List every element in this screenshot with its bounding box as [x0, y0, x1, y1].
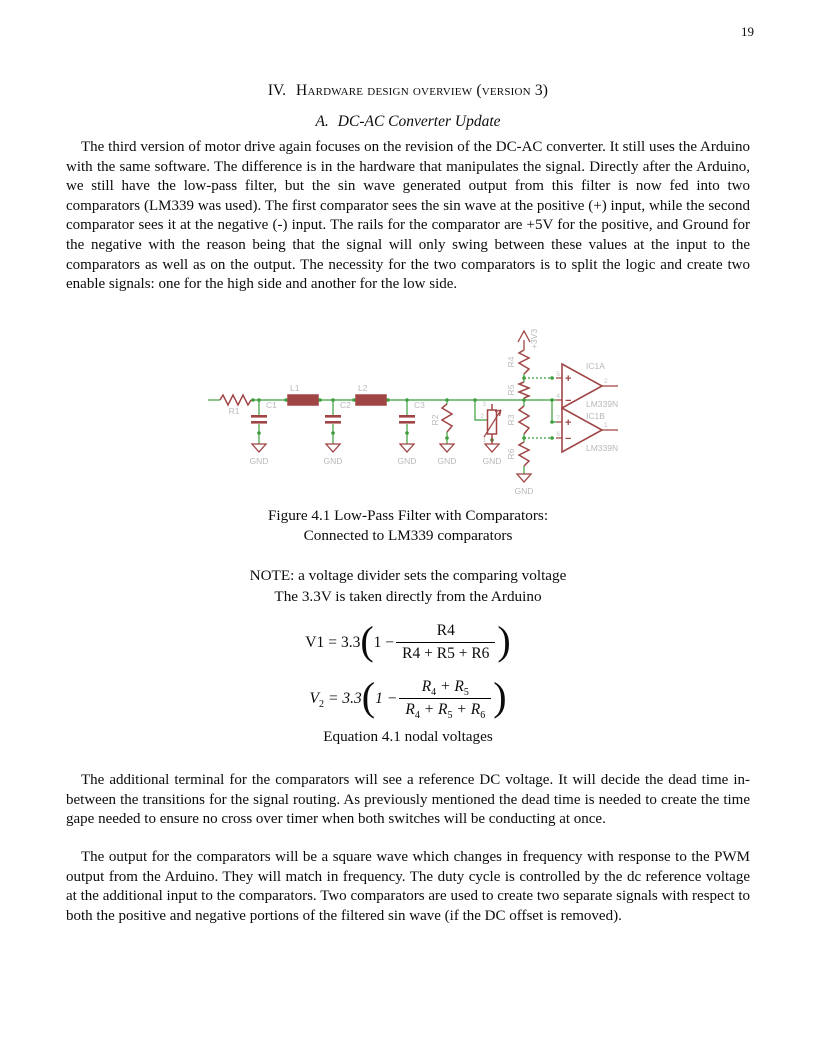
pin-ic1a-plus: 5	[556, 371, 560, 378]
figure-note-line2: The 3.3V is taken directly from the Arduino	[274, 587, 542, 605]
capacitor-c1	[251, 415, 267, 424]
inductor-l1	[288, 395, 318, 405]
resistor-r2	[442, 404, 452, 432]
label-gnd: GND	[323, 456, 343, 466]
eq1-rel: =	[328, 633, 337, 651]
pin-pot-1: 1	[482, 437, 486, 444]
section-number: IV.	[267, 82, 287, 99]
gnd-icon	[517, 474, 531, 482]
label-r3: R3	[506, 414, 516, 426]
capacitor-c2	[325, 415, 341, 424]
pin-ic1a-out: 2	[604, 378, 608, 385]
label-supply-3v3: +3V3	[529, 328, 539, 350]
resistor-r3	[519, 406, 529, 434]
pin-ic1a-minus: 4	[556, 393, 560, 400]
label-ic1b: IC1B	[586, 411, 605, 421]
eq1-numerator: R4	[436, 622, 455, 639]
label-gnd: GND	[514, 486, 534, 496]
label-r2: R2	[430, 414, 440, 426]
pin-ic1b-minus: 6	[556, 431, 560, 438]
ic1b-minus-marker: −	[565, 433, 572, 445]
ic1b-plus-marker: +	[565, 417, 572, 429]
eq1-minus: −	[385, 633, 395, 651]
resistor-r6	[519, 442, 529, 466]
resistor-r1	[220, 395, 251, 405]
label-l1: L1	[290, 383, 300, 393]
label-r5: R5	[506, 384, 516, 396]
inductor-l2	[356, 395, 386, 405]
label-c2: C2	[340, 400, 351, 410]
label-gnd: GND	[249, 456, 269, 466]
subsection-label: A.	[315, 113, 329, 130]
figure-caption	[0, 506, 816, 546]
figure-caption-line2: Connected to LM339 comparators	[303, 527, 513, 544]
gnd-icon	[326, 444, 340, 452]
ic1a-plus-marker: +	[565, 373, 572, 385]
eq2-minus: −	[386, 689, 398, 707]
pin-ic1b-plus: 7	[556, 415, 560, 422]
pin-ic1b-out: 1	[604, 422, 608, 429]
label-r4: R4	[506, 356, 516, 368]
label-lm339n: LM339N	[586, 443, 619, 453]
gnd-icon	[440, 444, 454, 452]
figure-note-line1: NOTE: a voltage divider sets the comparing voltage	[249, 567, 567, 584]
eq2-rel: =	[327, 689, 339, 707]
eq1-denominator: R4 + R5 + R6	[396, 642, 495, 663]
eq2-fraction	[399, 678, 491, 719]
body-paragraph-3: The output for the comparators will be a square wave which changes in frequency with response to the PWM output from the Arduino. They will match in frequency. The duty cycle is controlled by the dc reference voltage at the additional input to the comparators. Two comparators are used to create two separate signals with respect to both the positive and negative portions of the filtered sin wave (if the DC offset is removed).	[66, 849, 750, 924]
figure-note	[0, 566, 816, 607]
section-heading	[0, 82, 816, 100]
label-l2: L2	[358, 383, 368, 393]
body-paragraph-1: The third version of motor drive again focuses on the revision of the DC-AC converter. It still uses the Arduino with the same software. The difference is in the hardware that manipulates the signal. Directly after the Arduino, we still have the low-pass filter, but the sin wave generated output from this filter is now fed into two comparators (LM339 was used). The first comparator sees the sin wave at the positive (+) input, while the second comparator sees it at the negative (-) input. The rails for the comparator are +5V for the positive, and Ground for the negative with the reason being that the signal will only swing between these values at the input to the comparators as well as on the output. The necessity for the two comparators is to split the logic and create two enable signals: one for the high side and another for the low side.	[66, 139, 750, 293]
label-lm339n: LM339N	[586, 399, 619, 409]
pin-pot-3: 3	[482, 401, 486, 408]
figure-caption-line1: Figure 4.1 Low-Pass Filter with Comparators:	[267, 507, 549, 524]
equation-v2: $V_2$ = 3.3 ( 1 − $\frac{R_4 + R_5}{R_4 + R_5 + R_6}$ )	[309, 673, 507, 721]
gnd-icon	[252, 444, 266, 452]
eq1-one: 1	[373, 633, 382, 651]
page-number: 19	[741, 24, 754, 39]
section-title: Hardware design overview (version 3)	[296, 82, 549, 99]
eq1-fraction	[396, 622, 495, 663]
label-gnd: GND	[482, 456, 502, 466]
subsection-title: DC-AC Converter Update	[337, 113, 501, 130]
equation-v1: V1 = 3.3 ( 1 − $\frac{R4}{R4 + R5 + R6}$ )	[305, 617, 511, 663]
label-c3: C3	[414, 400, 425, 410]
ic1a-minus-marker: −	[565, 395, 572, 407]
subsection-heading	[0, 113, 816, 131]
eq2-numerator: $R_4 + R_5$	[421, 678, 469, 698]
resistor-r5	[519, 382, 529, 398]
label-r6: R6	[506, 448, 516, 460]
equation-caption: Equation 4.1 nodal voltages	[323, 728, 493, 745]
eq2-lhs: $V_2$	[309, 689, 324, 710]
label-ic1a: IC1A	[586, 361, 605, 371]
gnd-icon	[485, 444, 499, 452]
lowpass-filter-comparator-schematic	[195, 318, 640, 508]
eq2-denominator: $R_4 + R_5 + R_6$	[399, 698, 491, 719]
resistor-r4	[519, 350, 529, 374]
capacitor-c3	[399, 415, 415, 424]
eq2-one: 1	[375, 689, 383, 707]
potentiometer	[484, 404, 501, 444]
label-gnd: GND	[397, 456, 417, 466]
eq1-coef: 3.3	[340, 633, 361, 651]
body-paragraph-2: The additional terminal for the comparators will see a reference DC voltage. It will decide the dead time in-between the transitions for the signal routing. As previously mentioned the dead time is needed to create the time gape needed to ensure no cross over timer when both switches will be conducting at once.	[66, 772, 750, 828]
label-c1: C1	[266, 400, 277, 410]
label-r1: R1	[228, 406, 240, 416]
eq1-lhs: V1	[305, 633, 325, 651]
eq2-coef: 3.3	[342, 689, 362, 707]
pin-pot-2: 2	[480, 413, 484, 420]
gnd-icon	[400, 444, 414, 452]
label-gnd: GND	[437, 456, 457, 466]
